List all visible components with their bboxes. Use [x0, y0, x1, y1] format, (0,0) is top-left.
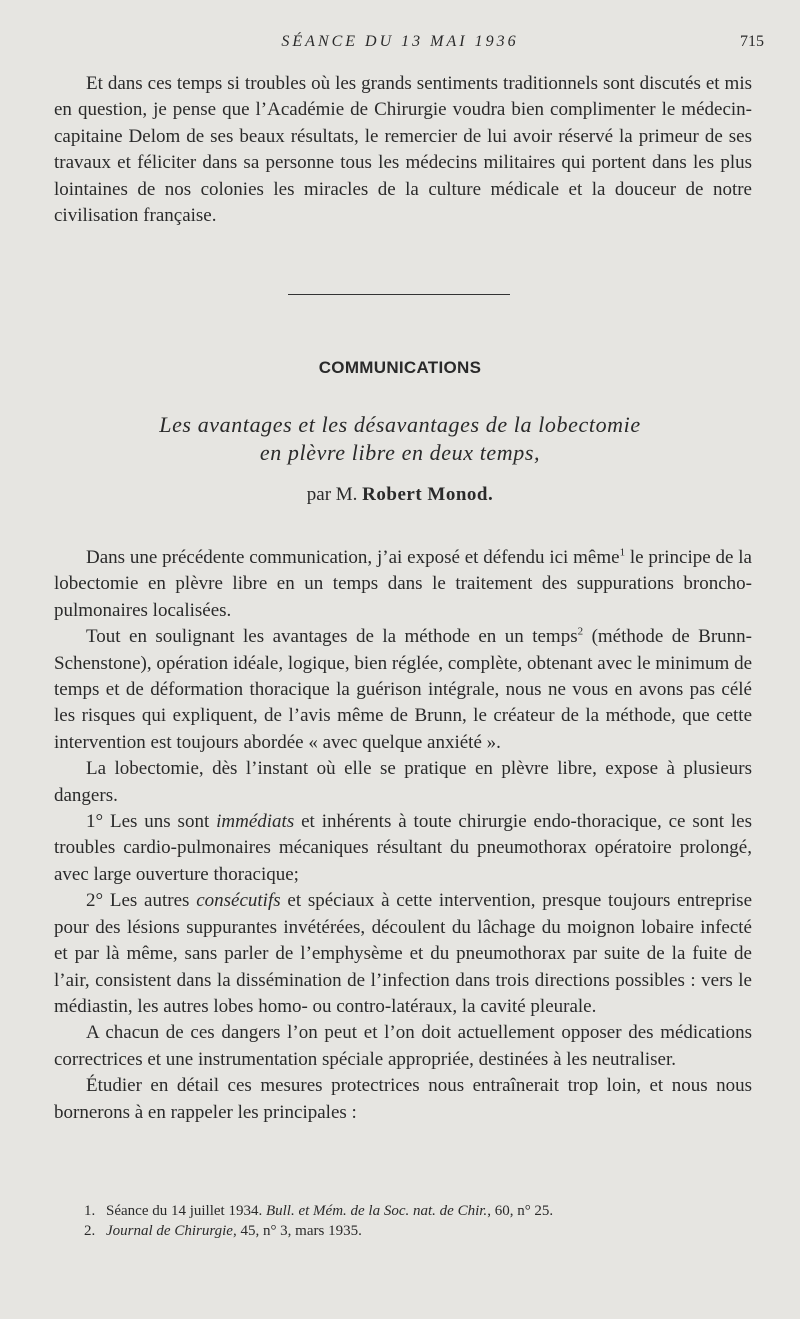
page-header — [0, 33, 800, 57]
page-number: 715 — [740, 33, 764, 50]
paragraph-2 — [54, 624, 752, 756]
paragraph-4 — [54, 809, 752, 888]
article-title-line-1: Les avantages et les désavantages de la lobectomie — [159, 412, 641, 437]
footnote-1 — [84, 1201, 764, 1221]
section-heading: COMMUNICATIONS — [318, 358, 482, 377]
byline — [0, 484, 800, 506]
footnotes — [84, 1201, 764, 1241]
paragraph-2-text-a: Tout en soulignant les avantages de la méthode en un temps — [86, 626, 578, 648]
footnote-2-journal: Journal de Chirurgie — [106, 1223, 233, 1239]
footnote-1-journal: Bull. et Mém. de la Soc. nat. de Chir. — [265, 1203, 488, 1219]
footnote-ref-1: 1 — [619, 546, 626, 559]
section-divider — [288, 294, 510, 295]
paragraph-4-text-a: 1° Les uns sont — [86, 811, 217, 833]
paragraph-4-text-b: et inhérents à toute chirurgie endo-thoracique, ce sont les troubles cardio-pulmonaires mécaniques résultant du pneumothorax opératoire prolongé, avec large ouverture thoracique; — [54, 811, 752, 885]
footnote-2-number: 2. — [84, 1223, 96, 1239]
article-title — [60, 411, 740, 467]
byline-prefix: par M. — [306, 484, 363, 505]
footnote-2-text-b: , 45, n° 3, mars 1935. — [232, 1223, 362, 1239]
intro-paragraph: Et dans ces temps si troubles où les grands sentiments traditionnels sont discutés et mis en question, je pense que l’Académie de Chirurgie voudra bien complimenter le médecin-capitaine Delom de ses beaux résultats, le remercier de lui avoir réservé la primeur de ses travaux et féliciter dans sa personne tous les médecins militaires qui portent dans les plus lointaines de nos colonies les miracles de la culture médicale et la douceur de notre civilisation française. — [54, 73, 752, 227]
footnote-1-text-a: Séance du 14 juillet 1934. — [106, 1203, 266, 1219]
paragraph-1-text-b: le principe de la lobectomie en plèvre libre en un temps dans le traitement des suppurations broncho-pulmonaires localisées. — [54, 547, 752, 621]
paragraph-1-text-a: Dans une précédente communication, j’ai exposé et défendu ici même — [86, 547, 620, 568]
intro-text — [54, 71, 752, 229]
paragraph-5-text-b: et spéciaux à cette intervention, presque toujours entreprise pour des lésions suppurantes invétérées, découlent du lâchage du moignon lobaire infecté et par là même, sans parler de l’emphysème et du pneumothorax par suite de la fuite de l’air, consistent dans la dissémination de l’infection dans trois directions possibles : vers le médiastin, les autres lobes homo- ou contro-latéraux, la cavité pleurale. — [54, 890, 752, 1017]
footnote-2 — [84, 1221, 764, 1241]
paragraph-3: La lobectomie, dès l’instant où elle se pratique en plèvre libre, expose à plusieurs dangers. — [54, 758, 752, 806]
paragraph-1 — [54, 545, 752, 624]
paragraph-5 — [54, 888, 752, 1020]
article-body — [54, 545, 752, 1126]
paragraph-5-emphasis: consécutifs — [196, 890, 281, 912]
footnote-ref-2: 2 — [577, 625, 584, 638]
paragraph-6: A chacun de ces dangers l’on peut et l’on doit actuellement opposer des médications correctrices et une instrumentation spéciale appropriée, destinées à les neutraliser. — [54, 1022, 752, 1070]
article-title-line-2: en plèvre libre en deux temps, — [259, 440, 541, 465]
paragraph-7: Étudier en détail ces mesures protectrices nous entraînerait trop loin, et nous nous bornerons à en rappeler les principales : — [54, 1075, 752, 1123]
running-title: SÉANCE DU 13 MAI 1936 — [281, 33, 519, 50]
paragraph-4-emphasis: immédiats — [216, 811, 295, 833]
footnote-1-text-b: , 60, n° 25. — [487, 1203, 554, 1219]
author-name: Robert Monod. — [362, 484, 494, 505]
footnote-1-number: 1. — [84, 1203, 96, 1219]
paragraph-5-text-a: 2° Les autres — [86, 890, 197, 912]
paragraph-2-text-b: (méthode de Brunn-Schenstone), opération idéale, logique, bien réglée, complète, obtenant avec le minimum de temps et de déformation thoracique la guérison intégrale, nous ne vous en avons pas célé les risques qui expliquent, de l’avis même de Brunn, le créateur de la méthode, que cette intervention est toujours abordée « avec quelque anxiété ». — [54, 626, 752, 753]
